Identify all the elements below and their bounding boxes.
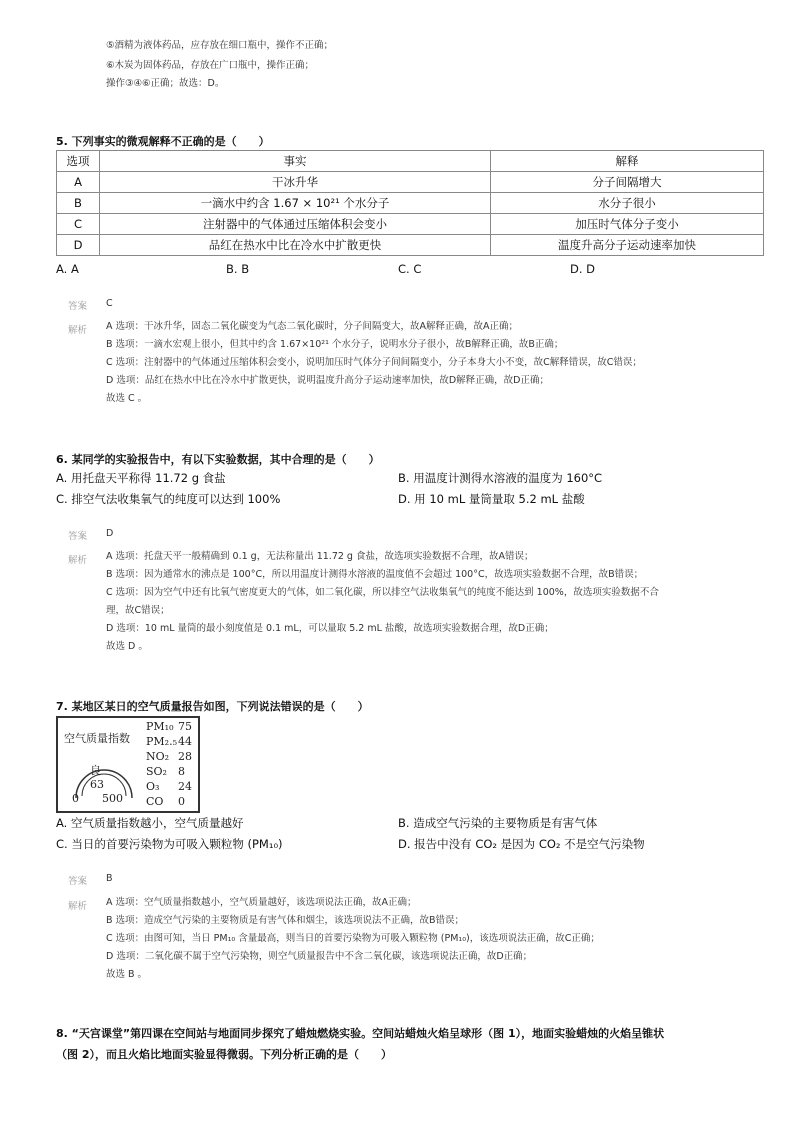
- explanation-line: 理，故C错误；: [106, 605, 170, 616]
- pollutant-value: 28: [178, 750, 192, 763]
- pollutant-name: CO: [146, 795, 164, 808]
- report-grade: 良: [90, 764, 101, 777]
- q7-answer: B: [106, 873, 113, 884]
- q6-explanation-label: 解析: [68, 555, 88, 566]
- q6-option-d: D. 用 10 mL 量筒量取 5.2 mL 盐酸: [398, 492, 585, 506]
- q5-option-b: B. B: [226, 262, 250, 276]
- pollutant-name: O₃: [146, 780, 160, 793]
- table-cell: C: [57, 214, 100, 235]
- q7-option-c: C. 当日的首要污染物为可吸入颗粒物 (PM₁₀): [56, 837, 283, 851]
- report-title: 空气质量指数: [64, 732, 130, 745]
- q6-option-a: A. 用托盘天平称得 11.72 g 食盐: [56, 471, 226, 485]
- table-cell: 温度升高分子运动速率加快: [491, 235, 764, 256]
- q8-stem-line-1: 8. “天宫课堂”第四课在空间站与地面同步探究了蜡烛燃烧实验。空间站蜡烛火焰呈球形（图 1），地面实验蜡烛的火焰呈锥状: [56, 1027, 665, 1040]
- pollutant-value: 75: [178, 720, 192, 733]
- table-header: 选项: [57, 151, 100, 172]
- explanation-line: A 选项：空气质量指数越小，空气质量越好，该选项说法正确，故A正确；: [106, 897, 417, 908]
- table-cell: 干冰升华: [100, 172, 491, 193]
- explanation-line: B 选项：因为通常水的沸点是 100°C，所以用温度计测得水溶液的温度值不会超过 100°C，故选项实验数据不合理，故B错误；: [106, 569, 644, 580]
- table-cell: 注射器中的气体通过压缩体积会变小: [100, 214, 491, 235]
- table-cell: 加压时气体分子变小: [491, 214, 764, 235]
- table-cell: A: [57, 172, 100, 193]
- table-cell: 一滴水中约含 1.67 × 10²¹ 个水分子: [100, 193, 491, 214]
- q6-option-c: C. 排空气法收集氧气的纯度可以达到 100%: [56, 492, 281, 506]
- explanation-line: A 选项：干冰升华，固态二氧化碳变为气态二氧化碳时，分子间隔变大，故A解释正确，故A正确；: [106, 321, 519, 332]
- air-quality-report: [56, 716, 200, 813]
- q5-table: [56, 150, 764, 256]
- q5-option-d: D. D: [570, 262, 596, 276]
- prev-line-3: 操作③④⑥正确；故选：D。: [106, 78, 225, 89]
- explanation-line: C 选项：因为空气中还有比氧气密度更大的气体，如二氧化碳，所以排空气法收集氧气的纯度不能达到 100%，故选项实验数据不合: [106, 587, 659, 598]
- report-scale-max: 500: [102, 792, 123, 805]
- report-scale-min: 0: [72, 792, 79, 805]
- q8-stem-line-2: （图 2），而且火焰比地面实验显得微弱。下列分析正确的是（ ）: [56, 1048, 392, 1061]
- explanation-line: D 选项：10 mL 量筒的最小刻度值是 0.1 mL，可以量取 5.2 mL 盐酸，故选项实验数据合理，故D正确；: [106, 623, 554, 634]
- prev-line-2: ⑥木炭为固体药品，存放在广口瓶中，操作正确；: [106, 60, 315, 71]
- q7-option-d: D. 报告中没有 CO₂ 是因为 CO₂ 不是空气污染物: [398, 837, 645, 851]
- q5-option-c: C. C: [398, 262, 422, 276]
- q7-option-b: B. 造成空气污染的主要物质是有害气体: [398, 816, 598, 830]
- table-cell: 水分子很小: [491, 193, 764, 214]
- table-header-row: [57, 151, 764, 172]
- q5-answer: C: [106, 298, 113, 309]
- table-header: 解释: [491, 151, 764, 172]
- table-row: [57, 172, 764, 193]
- table-row: [57, 235, 764, 256]
- q7-stem: 7. 某地区某日的空气质量报告如图，下列说法错误的是（ ）: [56, 700, 369, 713]
- explanation-line: D 选项：二氧化碳不属于空气污染物，则空气质量报告中不含二氧化碳，该选项说法正确，故D正确；: [106, 951, 533, 962]
- explanation-line: 故选 B 。: [106, 969, 148, 980]
- explanation-line: 故选 C 。: [106, 393, 148, 404]
- pollutant-name: PM₂.₅: [146, 735, 177, 748]
- q7-answer-label: 答案: [68, 876, 88, 887]
- pollutant-value: 0: [178, 795, 185, 808]
- pollutant-name: SO₂: [146, 765, 167, 778]
- explanation-line: C 选项：由图可知，当日 PM₁₀ 含量最高，则当日的首要污染物为可吸入颗粒物 (PM₁₀)，该选项说法正确，故C正确；: [106, 933, 600, 944]
- explanation-line: D 选项：品红在热水中比在冷水中扩散更快，说明温度升高分子运动速率加快，故D解释正确，故D正确；: [106, 375, 549, 386]
- table-cell: D: [57, 235, 100, 256]
- q5-option-a: A. A: [56, 262, 79, 276]
- table-cell: B: [57, 193, 100, 214]
- explanation-line: B 选项：造成空气污染的主要物质是有害气体和烟尘，该选项说法不正确，故B错误；: [106, 915, 465, 926]
- q6-stem: 6. 某同学的实验报告中，有以下实验数据，其中合理的是（ ）: [56, 453, 380, 466]
- q5-explanation: [106, 318, 642, 408]
- q6-answer-label: 答案: [68, 531, 88, 542]
- explanation-line: A 选项：托盘天平一般精确到 0.1 g，无法称量出 11.72 g 食盐，故选项实验数据不合理，故A错误；: [106, 551, 534, 562]
- table-header: 事实: [100, 151, 491, 172]
- pollutant-name: PM₁₀: [146, 720, 174, 733]
- pollutant-value: 24: [178, 780, 192, 793]
- explanation-line: B 选项：一滴水宏观上很小，但其中约含 1.67×10²¹ 个水分子，说明水分子很小，故B解释正确，故B正确；: [106, 339, 564, 350]
- prev-line-1: ⑤酒精为液体药品，应存放在细口瓶中，操作不正确；: [106, 40, 334, 51]
- q7-option-a: A. 空气质量指数越小，空气质量越好: [56, 816, 244, 830]
- q7-explanation: [106, 894, 600, 984]
- pollutant-value: 8: [178, 765, 185, 778]
- q6-option-b: B. 用温度计测得水溶液的温度为 160°C: [398, 471, 603, 485]
- q5-explanation-label: 解析: [68, 325, 88, 336]
- table-row: [57, 214, 764, 235]
- q7-explanation-label: 解析: [68, 901, 88, 912]
- q6-explanation: [106, 548, 659, 656]
- table-cell: 品红在热水中比在冷水中扩散更快: [100, 235, 491, 256]
- table-cell: 分子间隔增大: [491, 172, 764, 193]
- pollutant-value: 44: [178, 735, 192, 748]
- table-row: [57, 193, 764, 214]
- q5-answer-label: 答案: [68, 301, 88, 312]
- report-index: 63: [90, 778, 104, 791]
- q6-answer: D: [106, 528, 114, 539]
- q5-stem: 5. 下列事实的微观解释不正确的是（ ）: [56, 135, 270, 148]
- explanation-line: 故选 D 。: [106, 641, 148, 652]
- explanation-line: C 选项：注射器中的气体通过压缩体积会变小，说明加压时气体分子间间隔变小，分子本身大小不变，故C解释错误，故C错误；: [106, 357, 642, 368]
- pollutant-name: NO₂: [146, 750, 170, 763]
